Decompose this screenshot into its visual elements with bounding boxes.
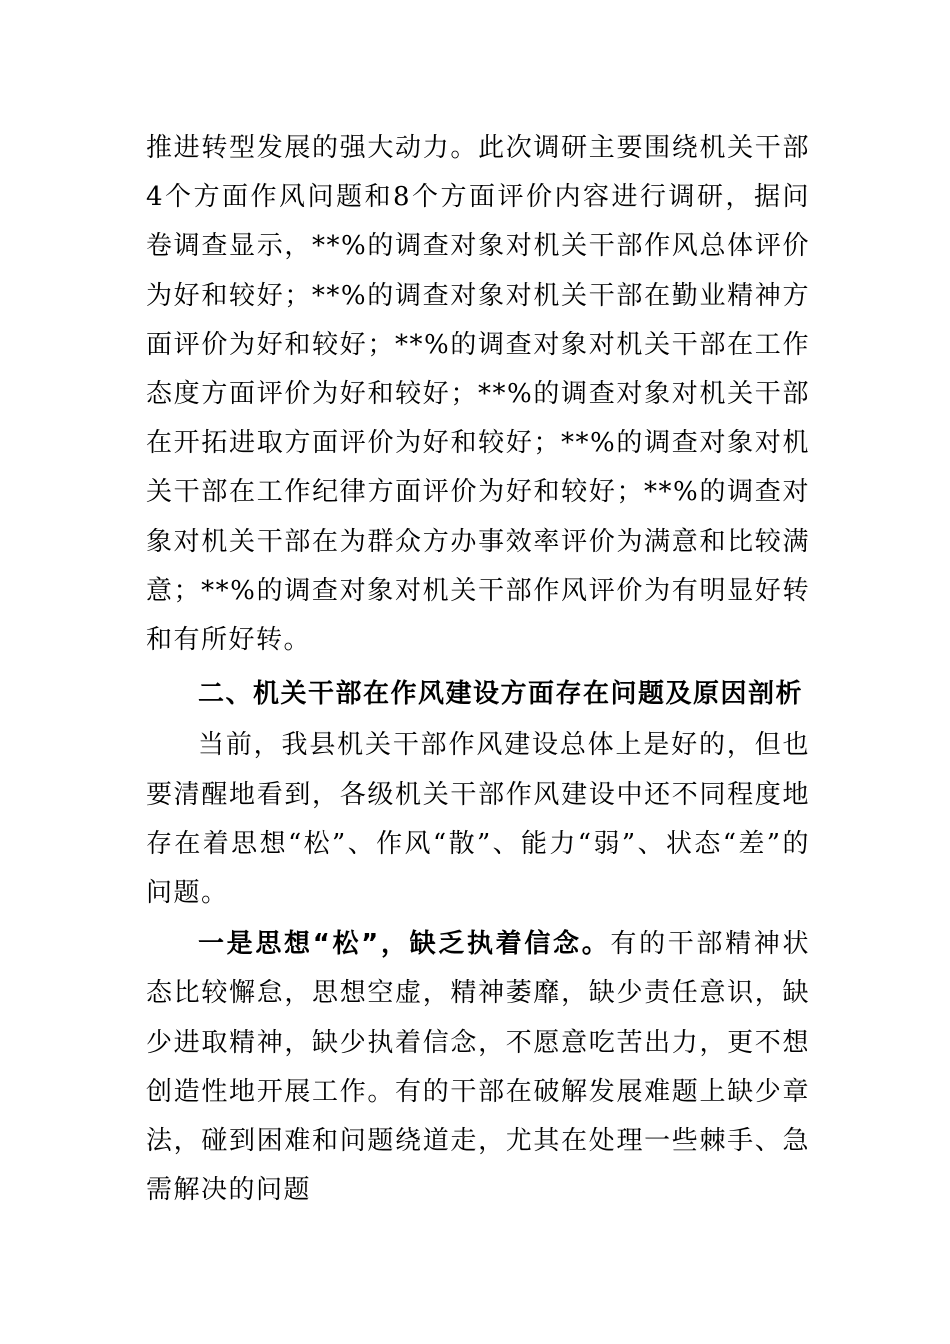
paragraph-survey-results: 推进转型发展的强大动力。此次调研主要围绕机关干部4个方面作风问题和8个方面评价内容进行调研，据问卷调查显示，**%的调查对象对机关干部作风总体评价为好和较好；**%的调查对象对机关干部在勤业精神方面评价为好和较好；**%的调查对象对机关干部在工作态度方面评价为好和较好；**%的调查对象对机关干部在开拓进取方面评价为好和较好；**%的调查对象对机关干部在工作纪律方面评价为好和较好；**%的调查对象对机关干部在为群众方办事效率评价为满意和比较满意；**%的调查对象对机关干部作风评价为有明显好转和有所好转。 — [146, 133, 810, 656]
document-page — [146, 124, 810, 1215]
point-1-lead: 一是思想“松”，缺乏执着信念。 — [198, 929, 611, 960]
section-heading-2: 二、机关干部在作风建设方面存在问题及原因剖析 — [198, 679, 804, 710]
paragraph-point-1 — [146, 920, 810, 1215]
paragraph-overview: 当前，我县机关干部作风建设总体上是好的，但也要清醒地看到，各级机关干部作风建设中还不同程度地存在着思想“松”、作风“散”、能力“弱”、状态“差”的问题。 — [146, 730, 810, 909]
point-1-body: 有的干部精神状态比较懈怠，思想空虚，精神萎靡，缺少责任意识，缺少进取精神，缺少执着信念，不愿意吃苦出力，更不想创造性地开展工作。有的干部在破解发展难题上缺少章法，碰到困难和问题绕道走，尤其在处理一些棘手、急需解决的问题 — [146, 929, 810, 1206]
